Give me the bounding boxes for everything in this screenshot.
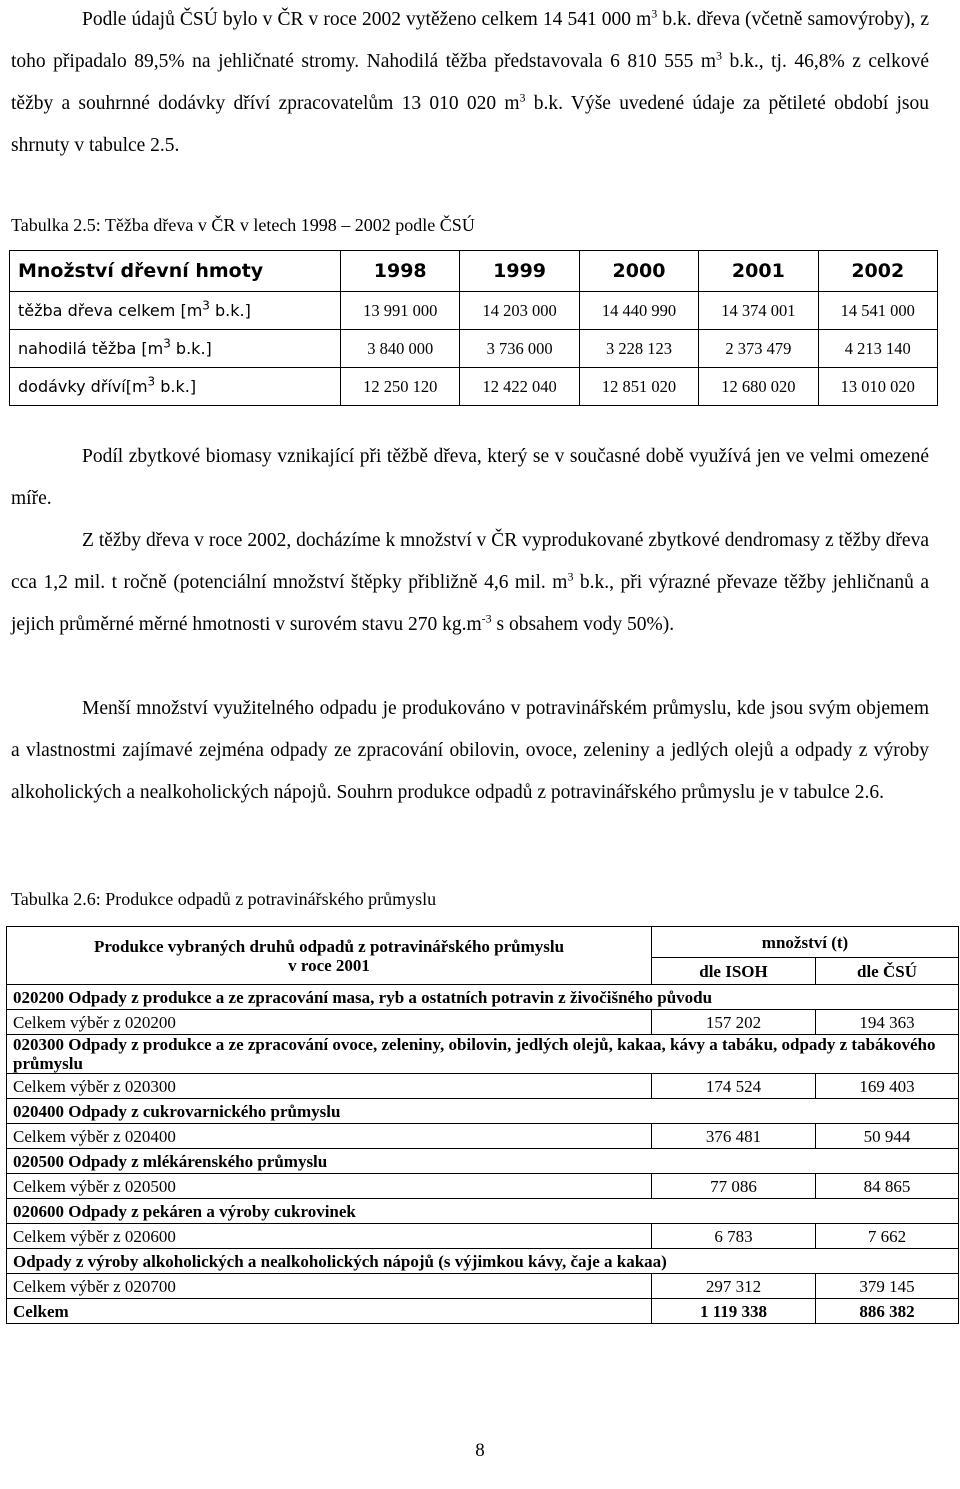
cell-value: 14 440 990 (579, 292, 698, 330)
cell-value: 12 250 120 (341, 368, 460, 406)
table-header-row (10, 251, 938, 292)
total-isoh: 1 119 338 (652, 1299, 816, 1324)
cell-isoh: 297 312 (652, 1274, 816, 1299)
total-csu: 886 382 (816, 1299, 959, 1324)
cell-csu: 379 145 (816, 1274, 959, 1299)
cell-isoh: 77 086 (652, 1174, 816, 1199)
header-quantity: množství (t) (652, 927, 959, 958)
paragraph-harvest-summary: Podle údajů ČSÚ bylo v ČR v roce 2002 vytěženo celkem 14 541 000 $m^3$ b.k. dřeva (včetně samovýroby), z toho připadalo 89,5% na jehličnaté stromy. Nahodilá těžba představovala 6 810 555 $m^3$ b.k., tj. 46,8% z celkové těžby a souhrnné dodávky dříví zpracovatelům 13 010 020 $m^3$ b.k. Výše uvedené údaje za pětileté období jsou shrnuty v tabulce 2.5. (11, 6, 930, 156)
table-row (7, 1274, 959, 1299)
table-2-5-caption: Tabulka 2.5: Těžba dřeva v ČR v letech 1998 – 2002 podle ČSÚ (11, 215, 475, 235)
year-header: 2000 (579, 251, 698, 292)
cell-value: 14 374 001 (699, 292, 818, 330)
section-heading-row (7, 1035, 959, 1074)
paragraph-residual-biomass: Podíl zbytkové biomasy vznikající při těžbě dřeva, který se v současné době využívá jen ve velmi omezené míře. (11, 446, 929, 509)
year-header: 1999 (460, 251, 579, 292)
cell-value: 13 991 000 (341, 292, 460, 330)
section-heading: 020200 Odpady z produkce a ze zpracování masa, ryb a ostatních potravin z živočišného původu (7, 985, 959, 1010)
total-row (7, 1299, 959, 1324)
section-heading-row (7, 1199, 959, 1224)
section-heading-row (7, 1249, 959, 1274)
cell-value: 14 203 000 (460, 292, 579, 330)
year-header: 2002 (818, 251, 937, 292)
cell-csu: 84 865 (816, 1174, 959, 1199)
row-label: Celkem výběr z 020700 (7, 1274, 652, 1299)
cell-isoh: 376 481 (652, 1124, 816, 1149)
header-csu: dle ČSÚ (816, 958, 959, 985)
cell-csu: 50 944 (816, 1124, 959, 1149)
cell-csu: 169 403 (816, 1074, 959, 1099)
row-label: Celkem výběr z 020400 (7, 1124, 652, 1149)
cell-csu: 194 363 (816, 1010, 959, 1035)
section-heading-row (7, 1149, 959, 1174)
row-label: Celkem výběr z 020200 (7, 1010, 652, 1035)
row-label: nahodilá těžba [$m^3$ b.k.] (10, 330, 341, 368)
cell-value: 4 213 140 (818, 330, 937, 368)
paragraph-food-industry: Menší množství využitelného odpadu je produkováno v potravinářském průmyslu, kde jsou svým objemem a vlastnostmi zajímavé zejména odpady ze zpracování obilovin, ovoce, zeleniny a jedlých olejů a odpady z výroby alkoholických a nealkoholických nápojů. Souhrn produkce odpadů z potravinářského průmyslu je v tabulce 2.6. (11, 698, 929, 803)
header-isoh: dle ISOH (652, 958, 816, 985)
section-heading: 020400 Odpady z cukrovarnického průmyslu (7, 1099, 959, 1124)
cell-value: 2 373 479 (699, 330, 818, 368)
cell-isoh: 6 783 (652, 1224, 816, 1249)
cell-value: 12 422 040 (460, 368, 579, 406)
cell-value: 13 010 020 (818, 368, 937, 406)
table-row (7, 1074, 959, 1099)
cell-value: 3 736 000 (460, 330, 579, 368)
table-row (10, 292, 938, 330)
section-heading: 020500 Odpady z mlékárenského průmyslu (7, 1149, 959, 1174)
cell-isoh: 174 524 (652, 1074, 816, 1099)
cell-value: 3 228 123 (579, 330, 698, 368)
table-header-row (7, 927, 959, 958)
year-header: 1998 (341, 251, 460, 292)
section-heading-row (7, 1099, 959, 1124)
table-2-6-caption: Tabulka 2.6: Produkce odpadů z potravinářského průmyslu (11, 889, 437, 909)
table-row (7, 1010, 959, 1035)
row-label: dodávky $dříví[m^3$ b.k.] (10, 368, 341, 406)
section-heading: 020300 Odpady z produkce a ze zpracování ovoce, zeleniny, obilovin, jedlých olejů, kakaa, kávy a tabáku, odpady z tabákového průmyslu (7, 1035, 959, 1074)
cell-value: 3 840 000 (341, 330, 460, 368)
header-title: Produkce vybraných druhů odpadů z potravinářského průmyslu v roce 2001 (7, 927, 652, 985)
row-label: Celkem výběr z 020500 (7, 1174, 652, 1199)
section-heading: Odpady z výroby alkoholických a nealkoholických nápojů (s výjimkou kávy, čaje a kakaa) (7, 1249, 959, 1274)
row-label: těžba dřeva celkem [$m^3$ b.k.] (10, 292, 341, 330)
section-heading-row (7, 985, 959, 1010)
table-wood-harvest (9, 250, 938, 406)
cell-value: 12 851 020 (579, 368, 698, 406)
table-row (10, 368, 938, 406)
cell-isoh: 157 202 (652, 1010, 816, 1035)
paragraph-dendromass: Z těžby dřeva v roce 2002, docházíme k množství v ČR vyprodukované zbytkové dendromasy z těžby dřeva cca 1,2 mil. t ročně (potenciální množství štěpky přibližně 4,6 mil. $m^3$ b.k., při výrazné převaze těžby jehličnanů a jejich průměrné měrné hmotnosti v surovém stavu 270 $kg.m^{-3}$ s obsahem vody 50%). (11, 530, 929, 635)
section-heading: 020600 Odpady z pekáren a výroby cukrovinek (7, 1199, 959, 1224)
year-header: 2001 (699, 251, 818, 292)
table-row (10, 330, 938, 368)
table-row (7, 1224, 959, 1249)
row-label: Celkem výběr z 020300 (7, 1074, 652, 1099)
cell-value: 12 680 020 (699, 368, 818, 406)
table-row (7, 1174, 959, 1199)
cell-csu: 7 662 (816, 1224, 959, 1249)
total-label: Celkem (7, 1299, 652, 1324)
cell-value: 14 541 000 (818, 292, 937, 330)
row-label: Celkem výběr z 020600 (7, 1224, 652, 1249)
page-number: 8 (475, 1440, 485, 1461)
table-row (7, 1124, 959, 1149)
header-label: Množství dřevní hmoty (10, 251, 341, 292)
table-food-waste (6, 926, 959, 1324)
